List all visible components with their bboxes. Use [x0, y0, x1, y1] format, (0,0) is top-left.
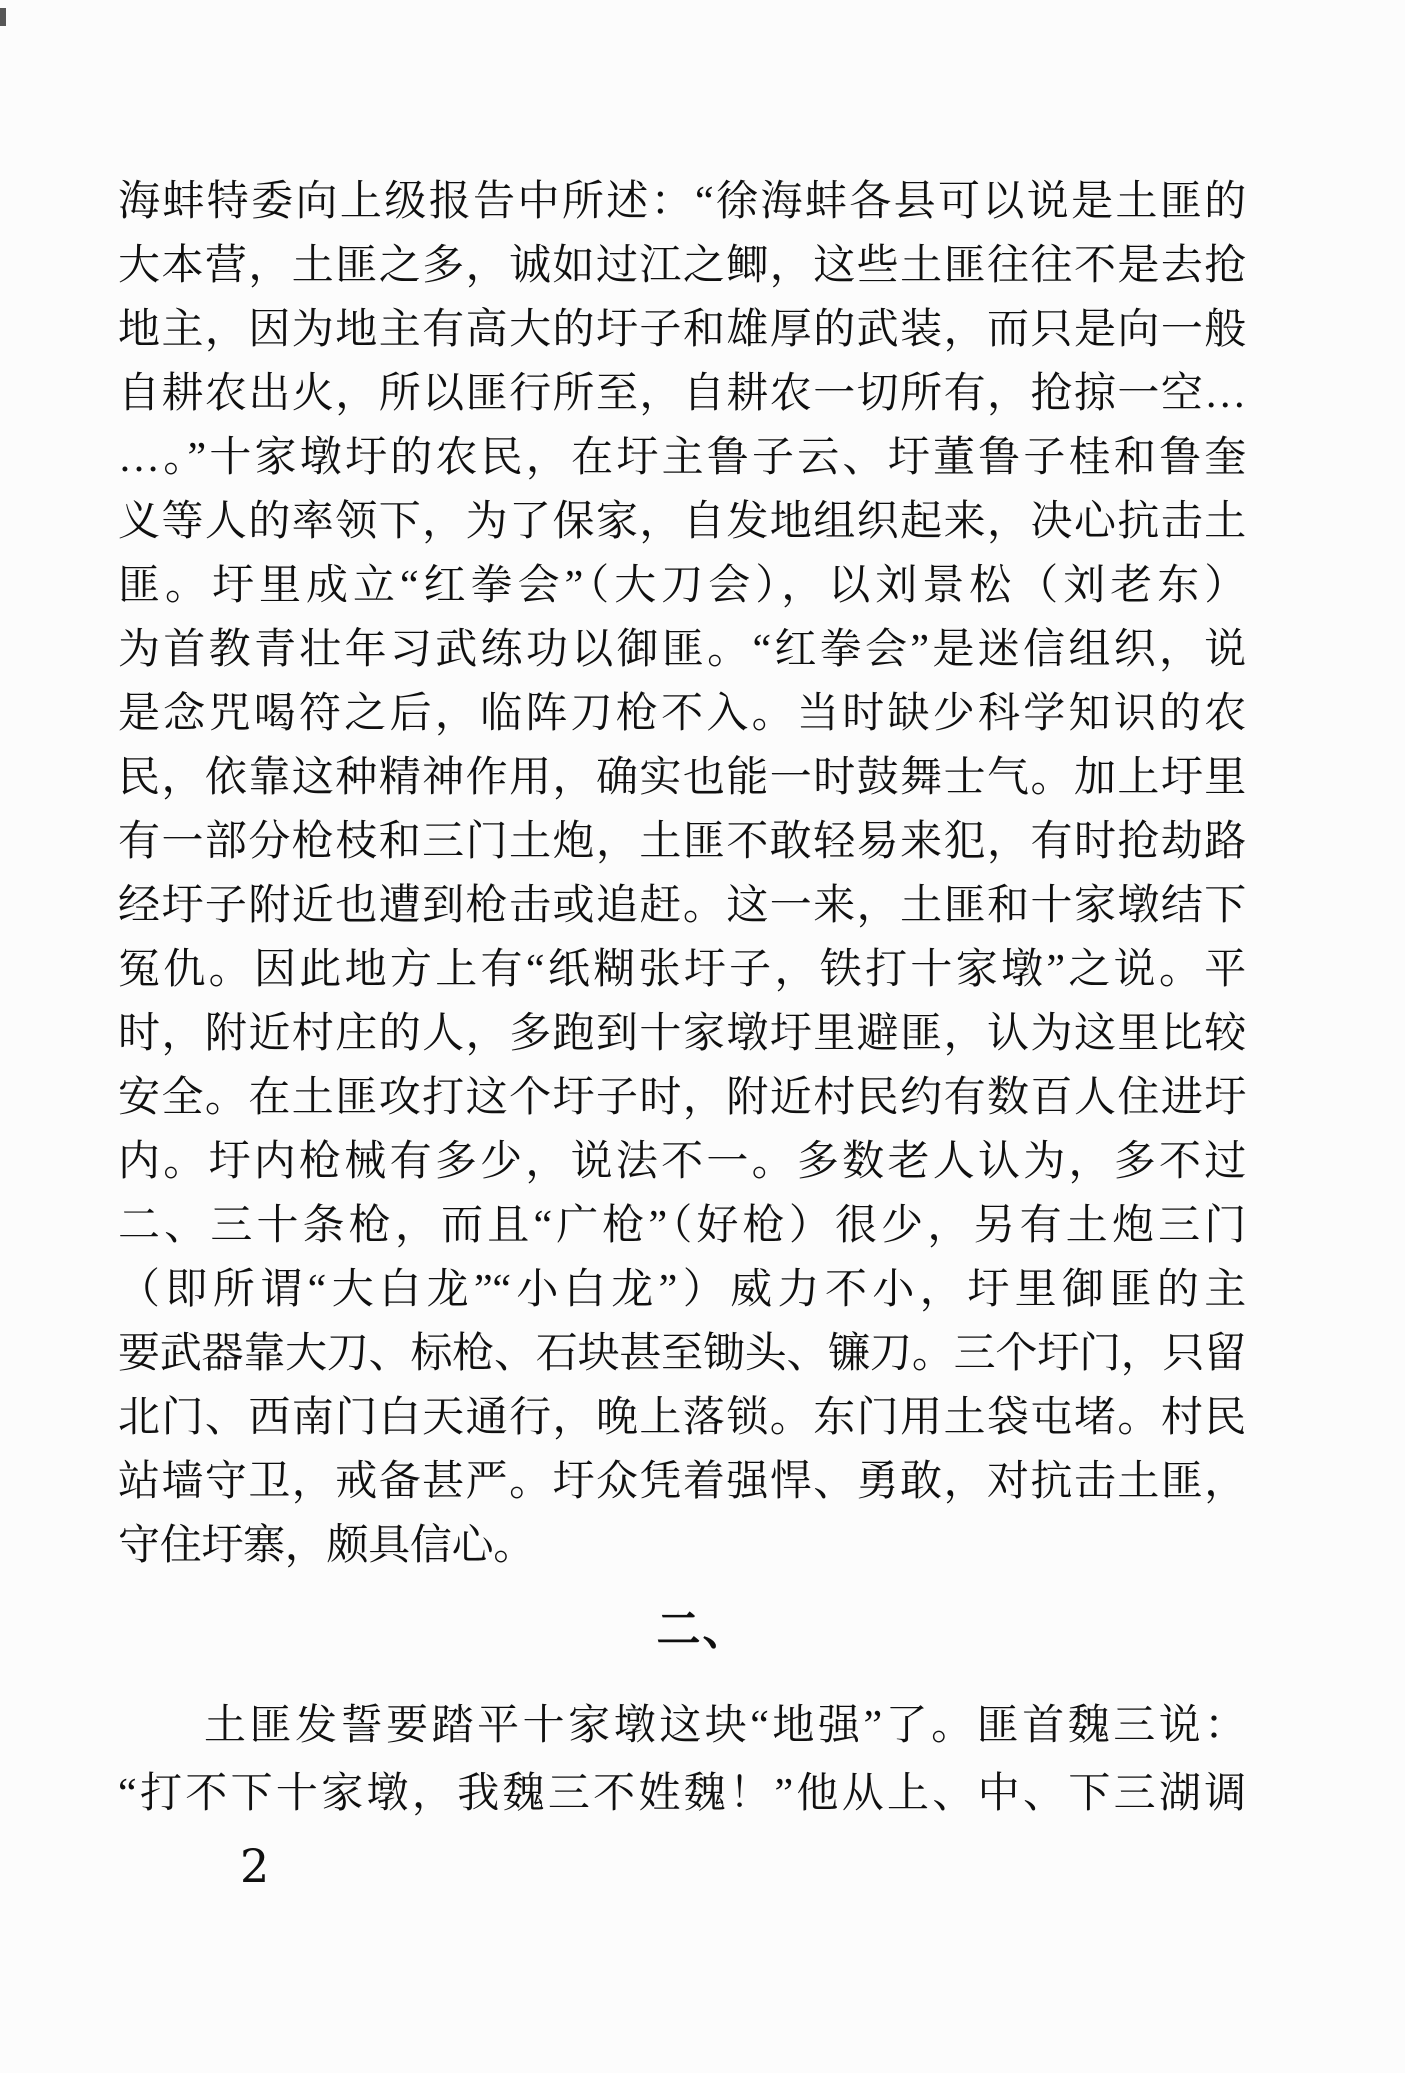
- text-line: 时，附近村庄的人，多跑到十家墩圩里避匪，认为这里比较: [118, 1011, 1246, 1057]
- text-line: …。”十家墩圩的农民，在圩主鲁子云、圩董鲁子桂和鲁奎: [118, 435, 1246, 481]
- text-line: （即所谓“大白龙”“小白龙”）威力不小，圩里御匪的主: [118, 1267, 1246, 1313]
- text-line: 要武器靠大刀、标枪、石块甚至锄头、镰刀。三个圩门，只留: [118, 1331, 1246, 1377]
- text-line: 为首教青壮年习武练功以御匪。“红拳会”是迷信组织，说: [118, 627, 1246, 673]
- text-line: 站墙守卫，戒备甚严。圩众凭着强悍、勇敢，对抗击土匪，: [118, 1459, 1246, 1505]
- text-line: 守住圩寨，颇具信心。: [118, 1523, 536, 1569]
- text-line: 土匪发誓要踏平十家墩这块“地强”了。匪首魏三说：: [204, 1703, 1246, 1749]
- text-line: 地主，因为地主有高大的圩子和雄厚的武装，而只是向一般: [118, 307, 1246, 353]
- paragraph-continuation: [118, 170, 1246, 1578]
- text-line: 大本营，土匪之多，诚如过江之鲫，这些土匪往往不是去抢: [118, 243, 1246, 289]
- text-line: 安全。在土匪攻打这个圩子时，附近村民约有数百人住进圩: [118, 1075, 1246, 1121]
- text-line: 义等人的率领下，为了保家，自发地组织起来，决心抗击土: [118, 499, 1246, 545]
- text-line: 有一部分枪枝和三门土炮，土匪不敢轻易来犯，有时抢劫路: [118, 819, 1246, 865]
- section-heading: 二、: [656, 1605, 749, 1654]
- text-line: 二、三十条枪，而且“广枪”（好枪）很少，另有土炮三门: [118, 1203, 1246, 1249]
- text-line: 冤仇。因此地方上有“纸糊张圩子，铁打十家墩”之说。平: [118, 947, 1246, 993]
- paragraph-2: [118, 1692, 1246, 1828]
- scan-artifact: [0, 8, 6, 26]
- text-line: 自耕农出火，所以匪行所至，自耕农一切所有，抢掠一空…: [118, 371, 1246, 417]
- text-line: 匪。圩里成立“红拳会”（大刀会），以刘景松（刘老东）: [118, 563, 1246, 609]
- text-line: 民，依靠这种精神作用，确实也能一时鼓舞士气。加上圩里: [118, 755, 1246, 801]
- text-line: 海蚌特委向上级报告中所述：“徐海蚌各县可以说是土匪的: [118, 179, 1246, 225]
- text-line: 经圩子附近也遭到枪击或追赶。这一来，土匪和十家墩结下: [118, 883, 1246, 929]
- text-line: 北门、西南门白天通行，晚上落锁。东门用土袋屯堵。村民: [118, 1395, 1246, 1441]
- text-line: “打不下十家墩，我魏三不姓魏！”他从上、中、下三湖调: [118, 1771, 1246, 1817]
- page-number: 2: [240, 1839, 270, 1893]
- text-line: 是念咒喝符之后，临阵刀枪不入。当时缺少科学知识的农: [118, 691, 1246, 737]
- text-line: 内。圩内枪械有多少，说法不一。多数老人认为，多不过: [118, 1139, 1246, 1185]
